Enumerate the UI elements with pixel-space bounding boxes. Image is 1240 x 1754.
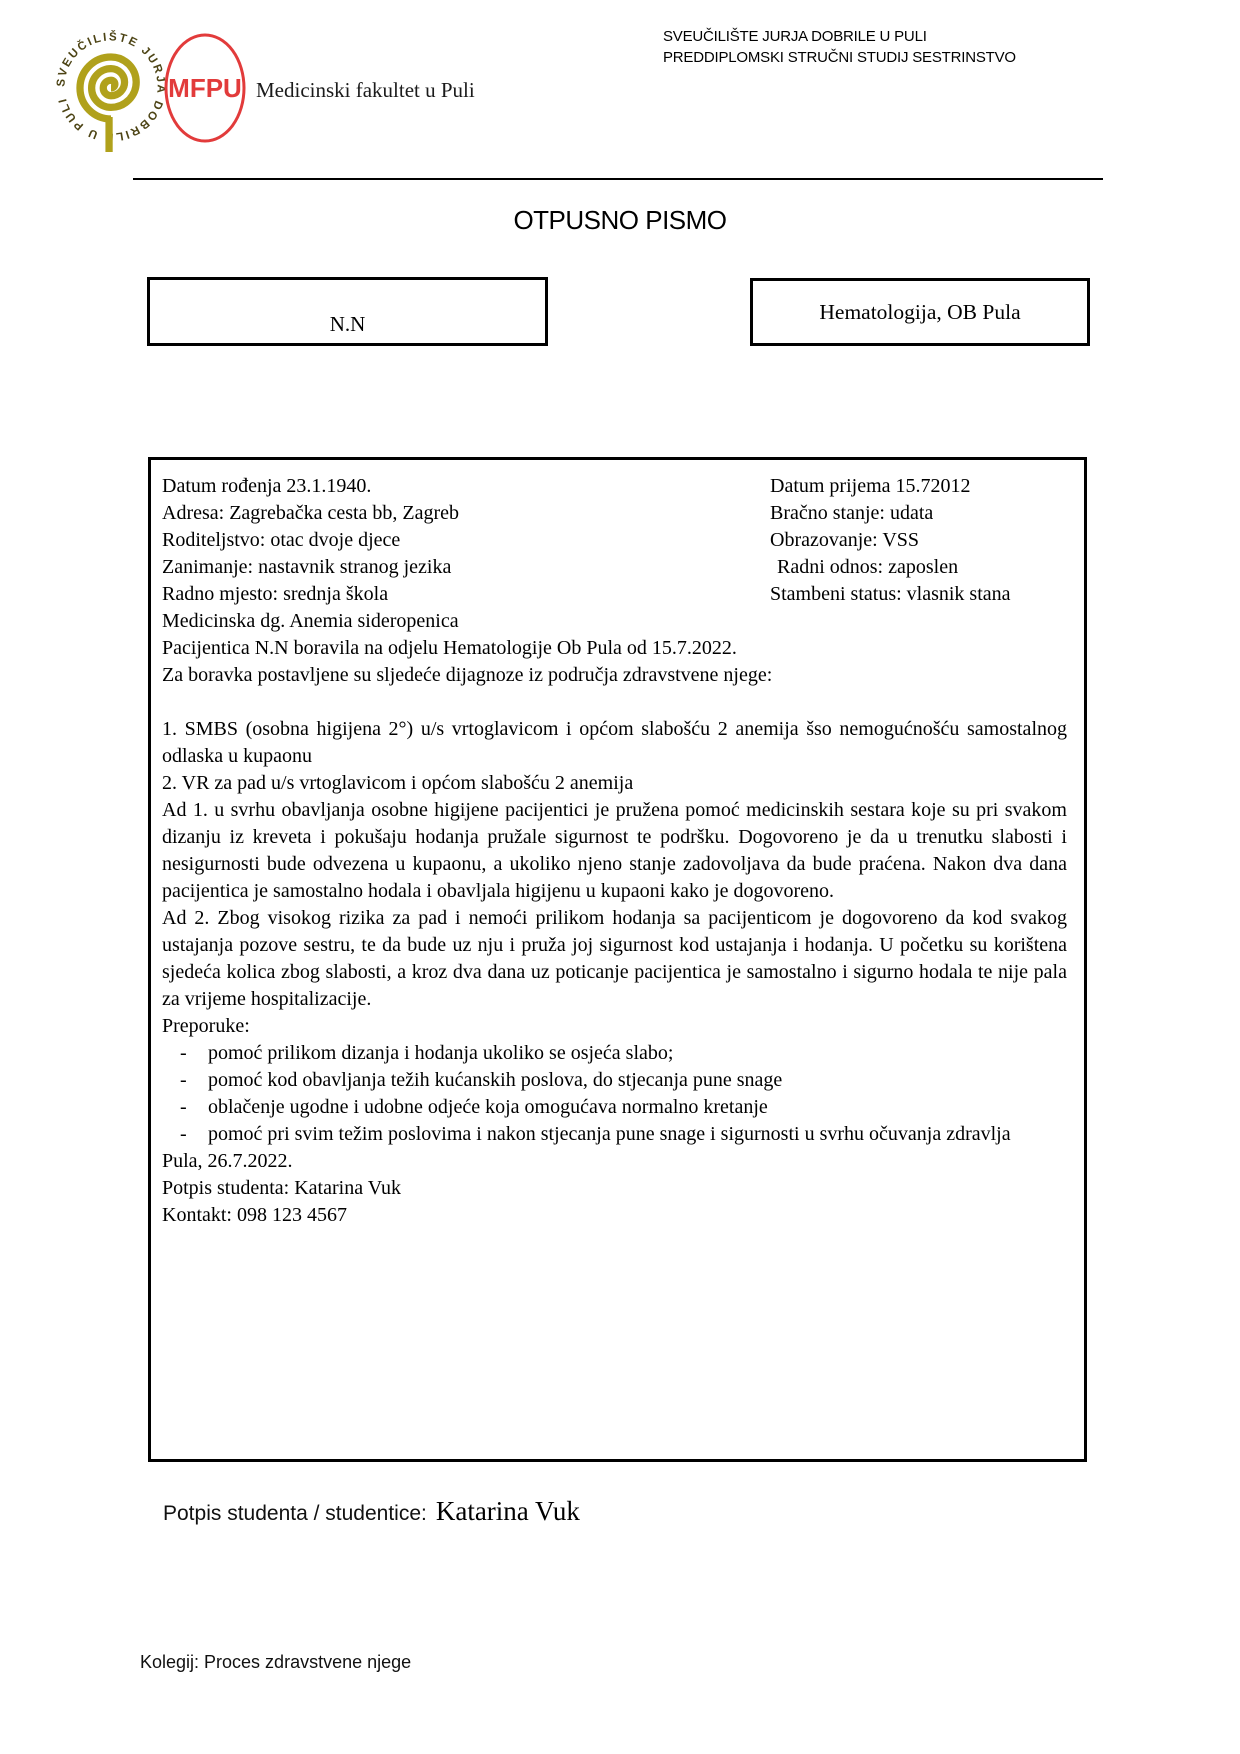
ad2-paragraph: Ad 2. Zbog visokog rizika za pad i nemoći prilikom hodanja sa pacijenticom je dogovoreno da kod svakog ustajanja pozove sestru, te da bude uz nju i pruža joj sigurnost kod ustajanja i hodanja. U početku su korištena sjedeća kolica zbog slabosti, a kroz dva dana uz poticanje pacijentica je samostalno i sigurno hodala te nije pala za vrijeme hospitalizacije. bbox=[162, 907, 1067, 1010]
mfpu-logo-icon bbox=[162, 30, 248, 146]
contact-line: Kontakt: 098 123 4567 bbox=[162, 1204, 347, 1226]
detail-housing-status: Stambeni status: vlasnik stana bbox=[770, 583, 1011, 605]
detail-employment: Radni odnos: zaposlen bbox=[777, 556, 959, 578]
student-signature-line: Potpis studenta: Katarina Vuk bbox=[162, 1177, 401, 1199]
header-divider bbox=[133, 178, 1103, 180]
svg-text:SVEUČILIŠTE JURJA DOBRILE U PU: SVEUČILIŠTE JURJA DOBRILE U PULI bbox=[54, 30, 168, 144]
place-date: Pula, 26.7.2022. bbox=[162, 1150, 293, 1172]
university-header bbox=[663, 26, 1016, 68]
course-footer: Kolegij: Proces zdravstvene njege bbox=[140, 1652, 412, 1672]
patient-name-box bbox=[147, 277, 548, 346]
document-title: OTPUSNO PISMO bbox=[513, 205, 727, 235]
detail-workplace: Radno mjesto: srednja škola bbox=[162, 583, 389, 605]
faculty-name: Medicinski fakultet u Puli bbox=[256, 78, 475, 102]
detail-admission-date: Datum prijema 15.72012 bbox=[770, 475, 971, 497]
recommendations-title: Preporuke: bbox=[162, 1015, 250, 1037]
detail-occupation: Zanimanje: nastavnik stranog jezika bbox=[162, 556, 452, 578]
detail-parenthood: Roditeljstvo: otac dvoje djece bbox=[162, 529, 401, 551]
detail-birth-date: Datum rođenja 23.1.1940. bbox=[162, 475, 372, 497]
ad1-paragraph: Ad 1. u svrhu obavljanja osobne higijene pacijentici je pružena pomoć medicinskih sestara koje su pri svakom dizanju iz kreveta i pokušaju hodanja pružale sigurnost te podršku. Dogovoreno je da u trenutku slabosti i nesigurnosti bude odvezena u kupaonu, a ukoliko njeno stanje zadovoljava da bude praćena. Nakon dva dana pacijentica je samostalno hodala i obavljala higijenu u kupaoni kako je dogovoreno. bbox=[162, 799, 1067, 902]
recommendation-item: - pomoć prilikom dizanja i hodanja ukoliko se osjeća slabo; bbox=[162, 1040, 1067, 1067]
diagnosis-item-2: 2. VR za pad u/s vrtoglavicom i općom slabošću 2 anemija bbox=[162, 772, 634, 794]
patient-details-right bbox=[770, 473, 1011, 608]
department-label: Hematologija, OB Pula bbox=[819, 299, 1021, 324]
svg-text:MFPU: MFPU bbox=[168, 73, 242, 103]
detail-marital-status: Bračno stanje: udata bbox=[770, 502, 934, 524]
university-name: SVEUČILIŠTE JURJA DOBRILE U PULI bbox=[663, 28, 927, 45]
department-box bbox=[750, 278, 1090, 346]
letter-body-box bbox=[148, 457, 1087, 1462]
patient-details bbox=[162, 473, 1067, 635]
detail-diagnosis: Medicinska dg. Anemia sideropenica bbox=[162, 610, 459, 632]
stay-statement: Pacijentica N.N boravila na odjelu Hematologije Ob Pula od 15.7.2022. bbox=[162, 637, 737, 659]
recommendations-list bbox=[162, 1040, 1067, 1148]
detail-address: Adresa: Zagrebačka cesta bb, Zagreb bbox=[162, 502, 460, 524]
recommendation-item: - oblačenje ugodne i udobne odjeće koja omogućava normalno kretanje bbox=[162, 1094, 1067, 1121]
study-program: PREDDIPLOMSKI STRUČNI STUDIJ SESTRINSTVO bbox=[663, 49, 1016, 66]
diagnoses-list bbox=[162, 716, 1067, 797]
diagnosis-item-1: 1. SMBS (osobna higijena 2°) u/s vrtoglavicom i općom slabošću 2 anemija šso nemogućnošću samostalnog odlaska u kupaonu bbox=[162, 718, 1067, 767]
recommendation-item: - pomoć pri svim težim poslovima i nakon stjecanja pune snage i sigurnosti u svrhu očuvanja zdravlja bbox=[162, 1121, 1067, 1148]
recommendation-item: - pomoć kod obavljanja težih kućanskih poslova, do stjecanja pune snage bbox=[162, 1067, 1067, 1094]
detail-education: Obrazovanje: VSS bbox=[770, 529, 920, 551]
signature-name: Katarina Vuk bbox=[435, 1496, 580, 1526]
signature-row bbox=[163, 1496, 580, 1527]
diagnoses-intro: Za boravka postavljene su sljedeće dijagnoze iz područja zdravstvene njege: bbox=[162, 664, 773, 686]
patient-name: N.N bbox=[329, 312, 366, 336]
signature-label: Potpis studenta / studentice: bbox=[163, 1502, 427, 1525]
university-seal-icon bbox=[48, 20, 174, 154]
